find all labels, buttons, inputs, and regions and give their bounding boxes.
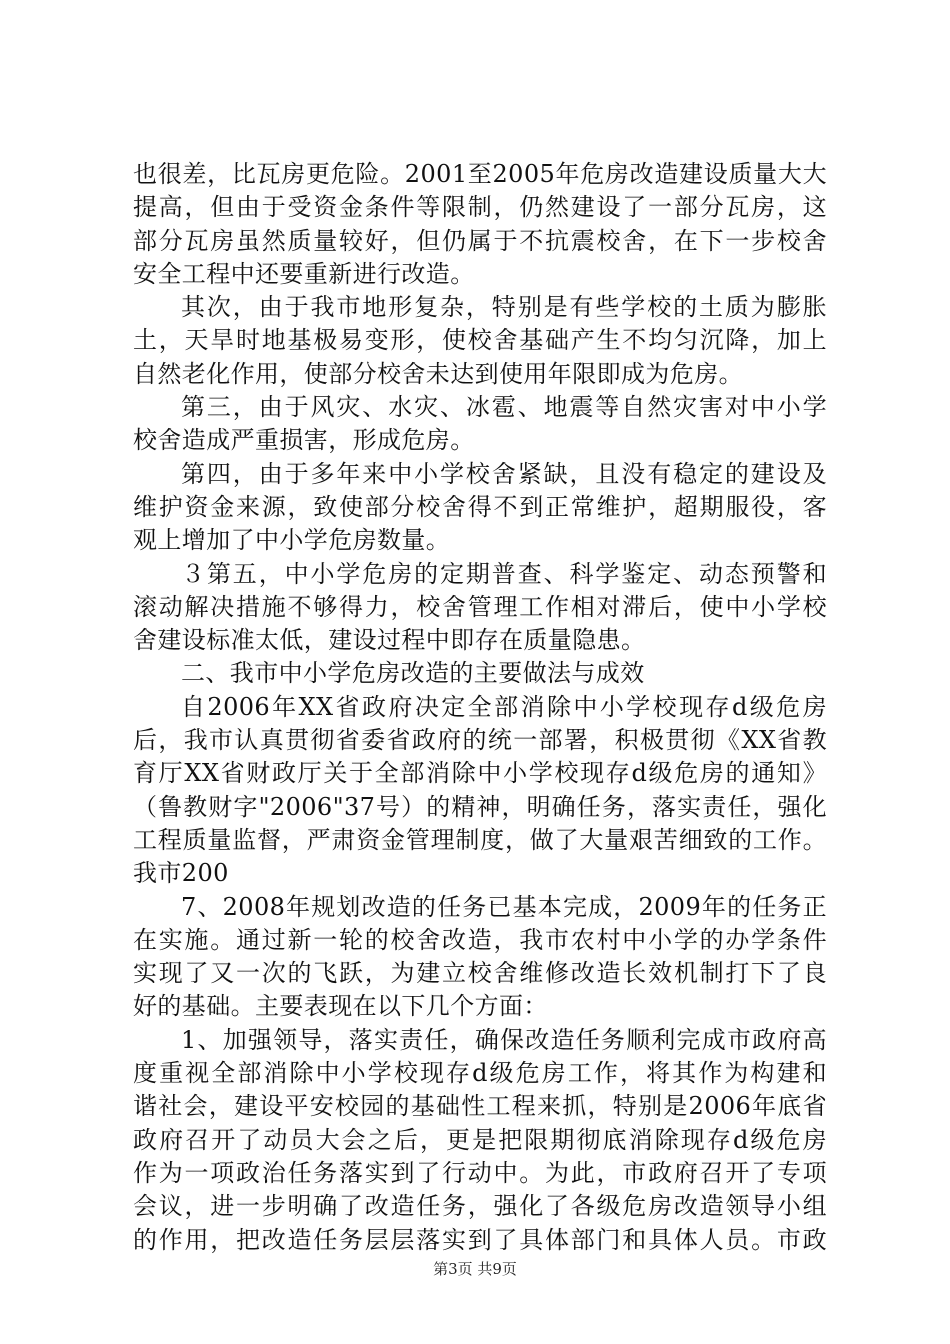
text-line: 我市200 [133, 859, 229, 888]
text-line: 后，我市认真贯彻省委省政府的统一部署，积极贯彻《XX省教 [133, 726, 827, 755]
text-line: 部分瓦房虽然质量较好，但仍属于不抗震校舍，在下一步校舍 [133, 226, 827, 255]
text-line: 育厅XX省财政厅关于全部消除中小学校现存d级危房的通知》 [133, 759, 827, 788]
text-line: 其次，由于我市地形复杂，特别是有些学校的土质为膨胀 [181, 293, 827, 322]
text-line: （鲁教财字"2006"37号）的精神，明确任务，落实责任，强化 [133, 792, 827, 821]
document-body [133, 158, 827, 1257]
text-line: 舍建设标准太低，建设过程中即存在质量隐患。 [133, 626, 646, 655]
text-line: 第四，由于多年来中小学校舍紧缺，且没有稳定的建设及 [181, 459, 827, 488]
text-line: 提高，但由于受资金条件等限制，仍然建设了一部分瓦房，这 [133, 193, 827, 222]
text-line: 谐社会，建设平安校园的基础性工程来抓，特别是2006年底省 [133, 1092, 827, 1121]
text-line: 的作用，把改造任务层层落实到了具体部门和具体人员。市政 [133, 1225, 827, 1254]
text-line: 作为一项政治任务落实到了行动中。为此，市政府召开了专项 [133, 1158, 827, 1187]
text-line: 观上增加了中小学危房数量。 [133, 526, 451, 555]
text-line: 土，天旱时地基极易变形，使校舍基础产生不均匀沉降，加上 [133, 326, 827, 355]
text-line: 自2006年XX省政府决定全部消除中小学校现存d级危房 [181, 692, 827, 721]
text-line: 度重视全部消除中小学校现存d级危房工作，将其作为构建和 [133, 1059, 827, 1088]
text-line: 安全工程中还要重新进行改造。 [133, 259, 475, 288]
text-line: 自然老化作用，使部分校舍未达到使用年限即成为危房。 [133, 359, 743, 388]
text-line: 工程质量监督，严肃资金管理制度，做了大量艰苦细致的工作。 [133, 825, 827, 854]
text-line: ３第五，中小学危房的定期普查、科学鉴定、动态预警和 [181, 559, 827, 588]
text-line: 校舍造成严重损害，形成危房。 [133, 426, 475, 455]
text-line: 会议，进一步明确了改造任务，强化了各级危房改造领导小组 [133, 1192, 827, 1221]
text-line: 实现了又一次的飞跃，为建立校舍维修改造长效机制打下了良 [133, 959, 827, 988]
text-line: 7、2008年规划改造的任务已基本完成，2009年的任务正 [181, 892, 827, 921]
text-line: 二、我市中小学危房改造的主要做法与成效 [181, 659, 645, 688]
text-line: 滚动解决措施不够得力，校舍管理工作相对滞后，使中小学校 [133, 592, 827, 621]
page-footer: 第3页 共9页 [433, 1260, 517, 1278]
text-line: 在实施。通过新一轮的校舍改造，我市农村中小学的办学条件 [133, 925, 827, 954]
text-line: 维护资金来源，致使部分校舍得不到正常维护，超期服役，客 [133, 492, 827, 521]
text-line: 第三，由于风灾、水灾、冰雹、地震等自然灾害对中小学 [181, 393, 827, 422]
text-line: 也很差，比瓦房更危险。2001至2005年危房改造建设质量大大 [133, 160, 827, 188]
text-line: 1、加强领导，落实责任，确保改造任务顺利完成市政府高 [181, 1025, 827, 1054]
text-line: 政府召开了动员大会之后，更是把限期彻底消除现存d级危房 [133, 1125, 827, 1154]
text-line: 好的基础。主要表现在以下几个方面： [133, 992, 548, 1021]
